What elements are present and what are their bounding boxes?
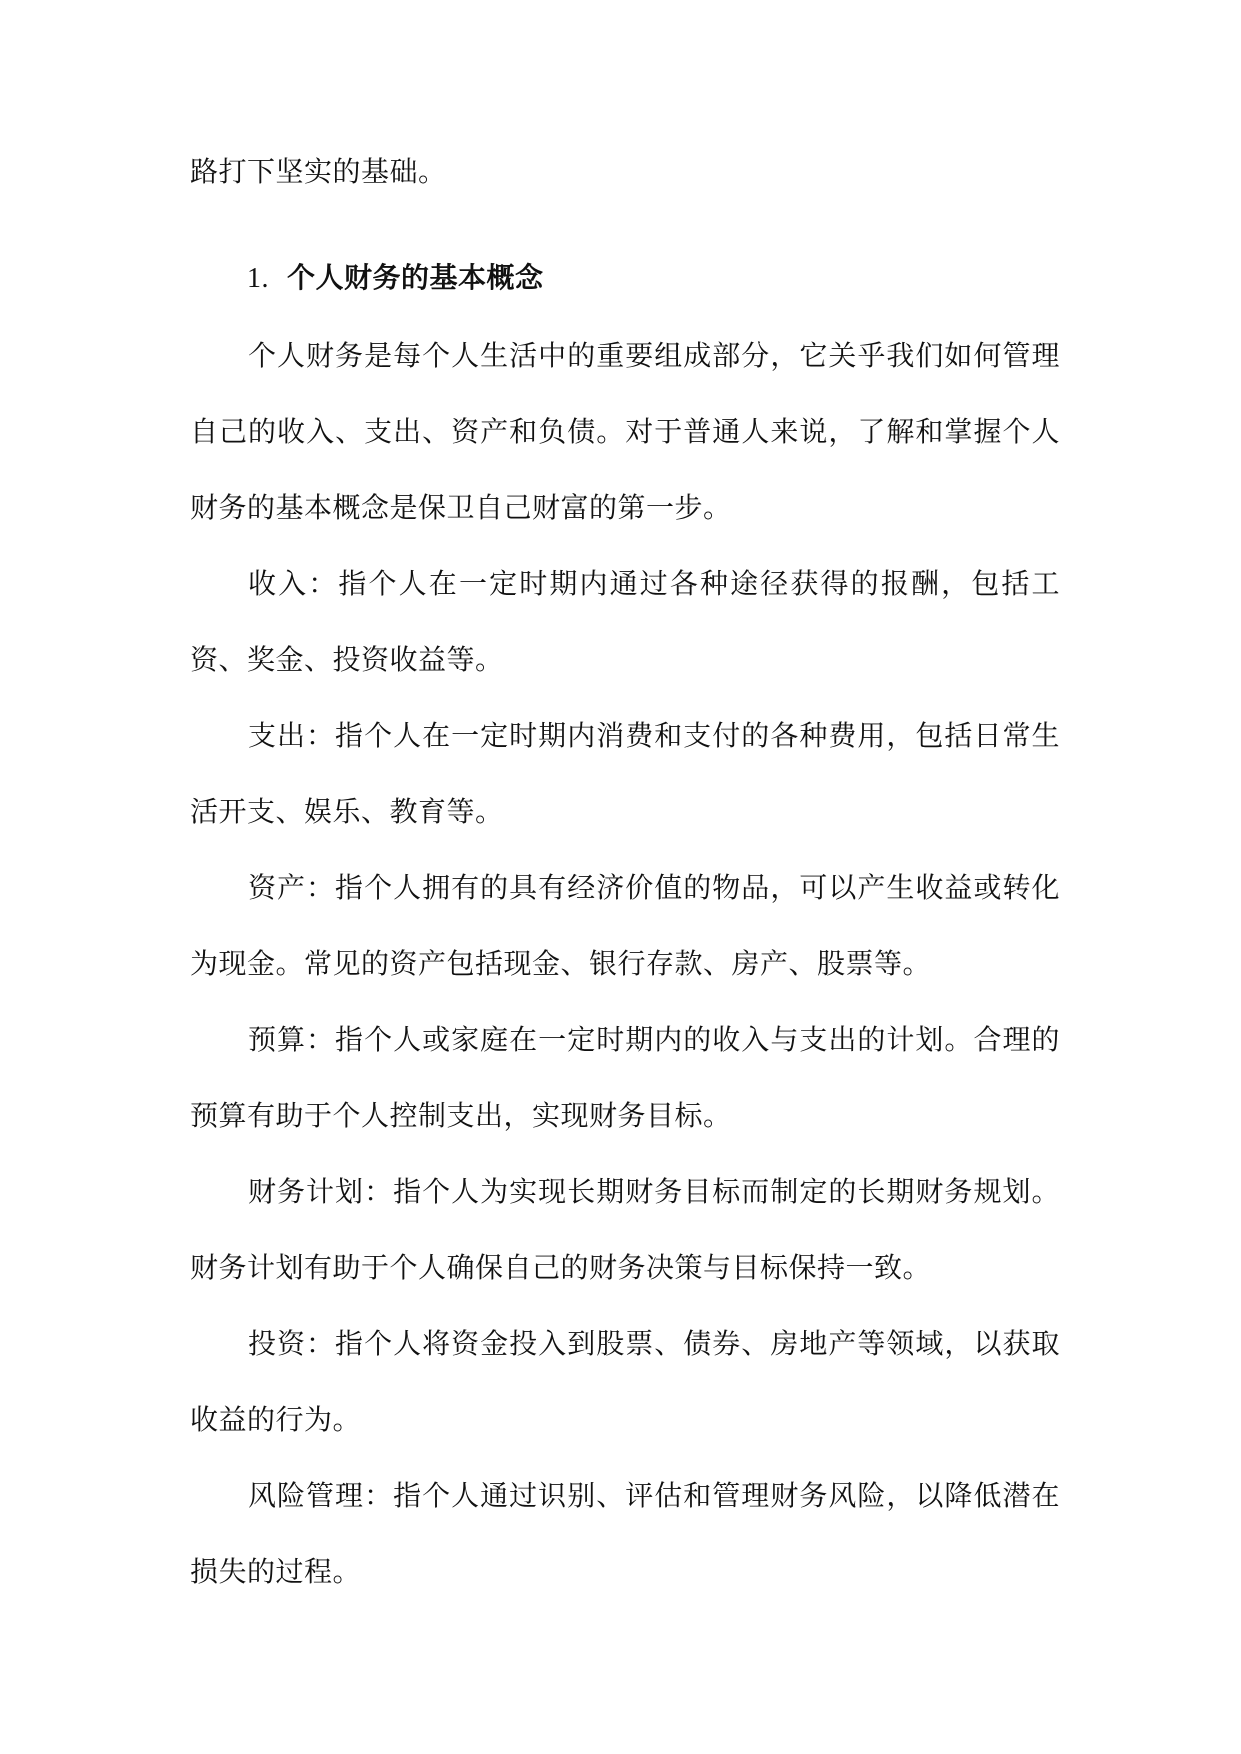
paragraph-financial-plan: 财务计划：指个人为实现长期财务目标而制定的长期财务规划。财务计划有助于个人确保自己的财务决策与目标保持一致。 — [190, 1175, 1060, 1284]
paragraph-risk-management: 风险管理：指个人通过识别、评估和管理财务风险，以降低潜在损失的过程。 — [190, 1479, 1060, 1588]
section-heading — [247, 240, 544, 317]
paragraph-budget: 预算：指个人或家庭在一定时期内的收入与支出的计划。合理的预算有助于个人控制支出，实现财务目标。 — [190, 1023, 1060, 1132]
continued-paragraph: 路打下坚实的基础。 — [190, 155, 447, 188]
paragraph-assets: 资产：指个人拥有的具有经济价值的物品，可以产生收益或转化为现金。常见的资产包括现金、银行存款、房产、股票等。 — [190, 871, 1060, 980]
paragraph-investment: 投资：指个人将资金投入到股票、债券、房地产等领域，以获取收益的行为。 — [190, 1327, 1060, 1436]
paragraph-income: 收入：指个人在一定时期内通过各种途径获得的报酬，包括工资、奖金、投资收益等。 — [190, 567, 1060, 676]
section-number: 1. — [247, 263, 269, 294]
section-body — [190, 318, 1060, 1610]
paragraph-expenditure: 支出：指个人在一定时期内消费和支付的各种费用，包括日常生活开支、娱乐、教育等。 — [190, 719, 1060, 828]
paragraph-intro: 个人财务是每个人生活中的重要组成部分，它关乎我们如何管理自己的收入、支出、资产和负债。对于普通人来说，了解和掌握个人财务的基本概念是保卫自己财富的第一步。 — [190, 339, 1060, 524]
section-title: 个人财务的基本概念 — [287, 261, 544, 294]
